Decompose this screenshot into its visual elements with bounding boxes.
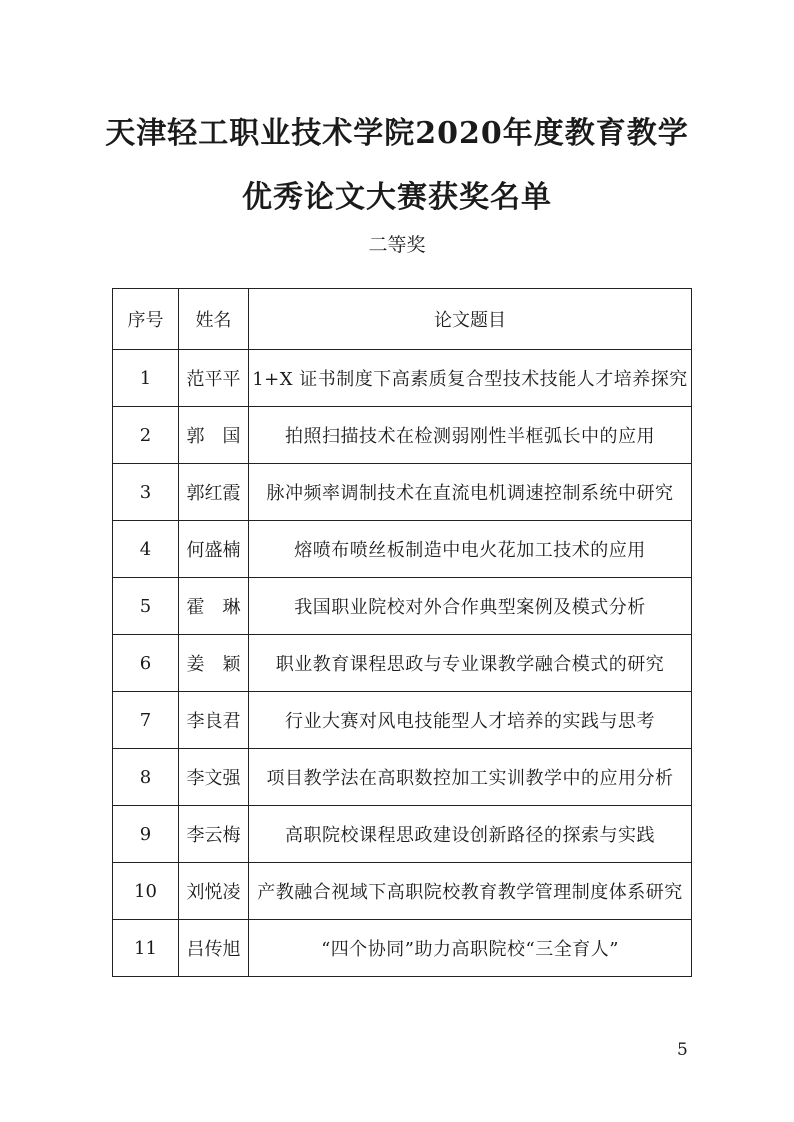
row-paper-title: 高职院校课程思政建设创新路径的探索与实践	[249, 806, 692, 863]
row-name: 范平平	[179, 350, 249, 407]
row-number: 3	[113, 464, 179, 521]
header-number: 序号	[113, 289, 179, 350]
document-title-line-2: 优秀论文大赛获奖名单	[242, 180, 552, 215]
award-list-table	[112, 288, 692, 977]
row-paper-title: 拍照扫描技术在检测弱刚性半框弧长中的应用	[249, 407, 692, 464]
row-paper-title: 熔喷布喷丝板制造中电火花加工技术的应用	[249, 521, 692, 578]
table-row	[113, 350, 692, 407]
row-name: 霍 琳	[179, 578, 249, 635]
row-number: 2	[113, 407, 179, 464]
row-paper-title: 行业大赛对风电技能型人才培养的实践与思考	[249, 692, 692, 749]
row-paper-title: “四个协同”助力高职院校“三全育人”	[249, 920, 692, 977]
page-number: 5	[677, 1040, 688, 1060]
table-row	[113, 635, 692, 692]
row-paper-title: 职业教育课程思政与专业课教学融合模式的研究	[249, 635, 692, 692]
row-name: 吕传旭	[179, 920, 249, 977]
row-number: 7	[113, 692, 179, 749]
row-paper-title: 产教融合视域下高职院校教育教学管理制度体系研究	[249, 863, 692, 920]
table-row	[113, 863, 692, 920]
row-name: 李良君	[179, 692, 249, 749]
row-name: 李文强	[179, 749, 249, 806]
row-number: 9	[113, 806, 179, 863]
row-paper-title: 我国职业院校对外合作典型案例及模式分析	[249, 578, 692, 635]
row-name: 刘悦凌	[179, 863, 249, 920]
row-name: 姜 颖	[179, 635, 249, 692]
table-row	[113, 578, 692, 635]
table-row	[113, 464, 692, 521]
row-number: 10	[113, 863, 179, 920]
row-name: 郭红霞	[179, 464, 249, 521]
row-name: 李云梅	[179, 806, 249, 863]
row-number: 1	[113, 350, 179, 407]
document-title-line-1: 天津轻工职业技术学院2020年度教育教学	[105, 116, 689, 151]
table-row	[113, 692, 692, 749]
row-number: 5	[113, 578, 179, 635]
row-number: 4	[113, 521, 179, 578]
table-row	[113, 407, 692, 464]
row-number: 6	[113, 635, 179, 692]
row-name: 郭 国	[179, 407, 249, 464]
row-name: 何盛楠	[179, 521, 249, 578]
row-paper-title: 脉冲频率调制技术在直流电机调速控制系统中研究	[249, 464, 692, 521]
table-row	[113, 806, 692, 863]
header-name: 姓名	[179, 289, 249, 350]
table-row	[113, 749, 692, 806]
row-paper-title: 项目教学法在高职数控加工实训教学中的应用分析	[249, 749, 692, 806]
table-header-row	[113, 289, 692, 350]
row-paper-title: 1+X 证书制度下高素质复合型技术技能人才培养探究	[249, 350, 692, 407]
table-row	[113, 521, 692, 578]
table-row	[113, 920, 692, 977]
header-paper-title: 论文题目	[249, 289, 692, 350]
award-level-heading: 二等奖	[368, 234, 426, 256]
row-number: 8	[113, 749, 179, 806]
row-number: 11	[113, 920, 179, 977]
